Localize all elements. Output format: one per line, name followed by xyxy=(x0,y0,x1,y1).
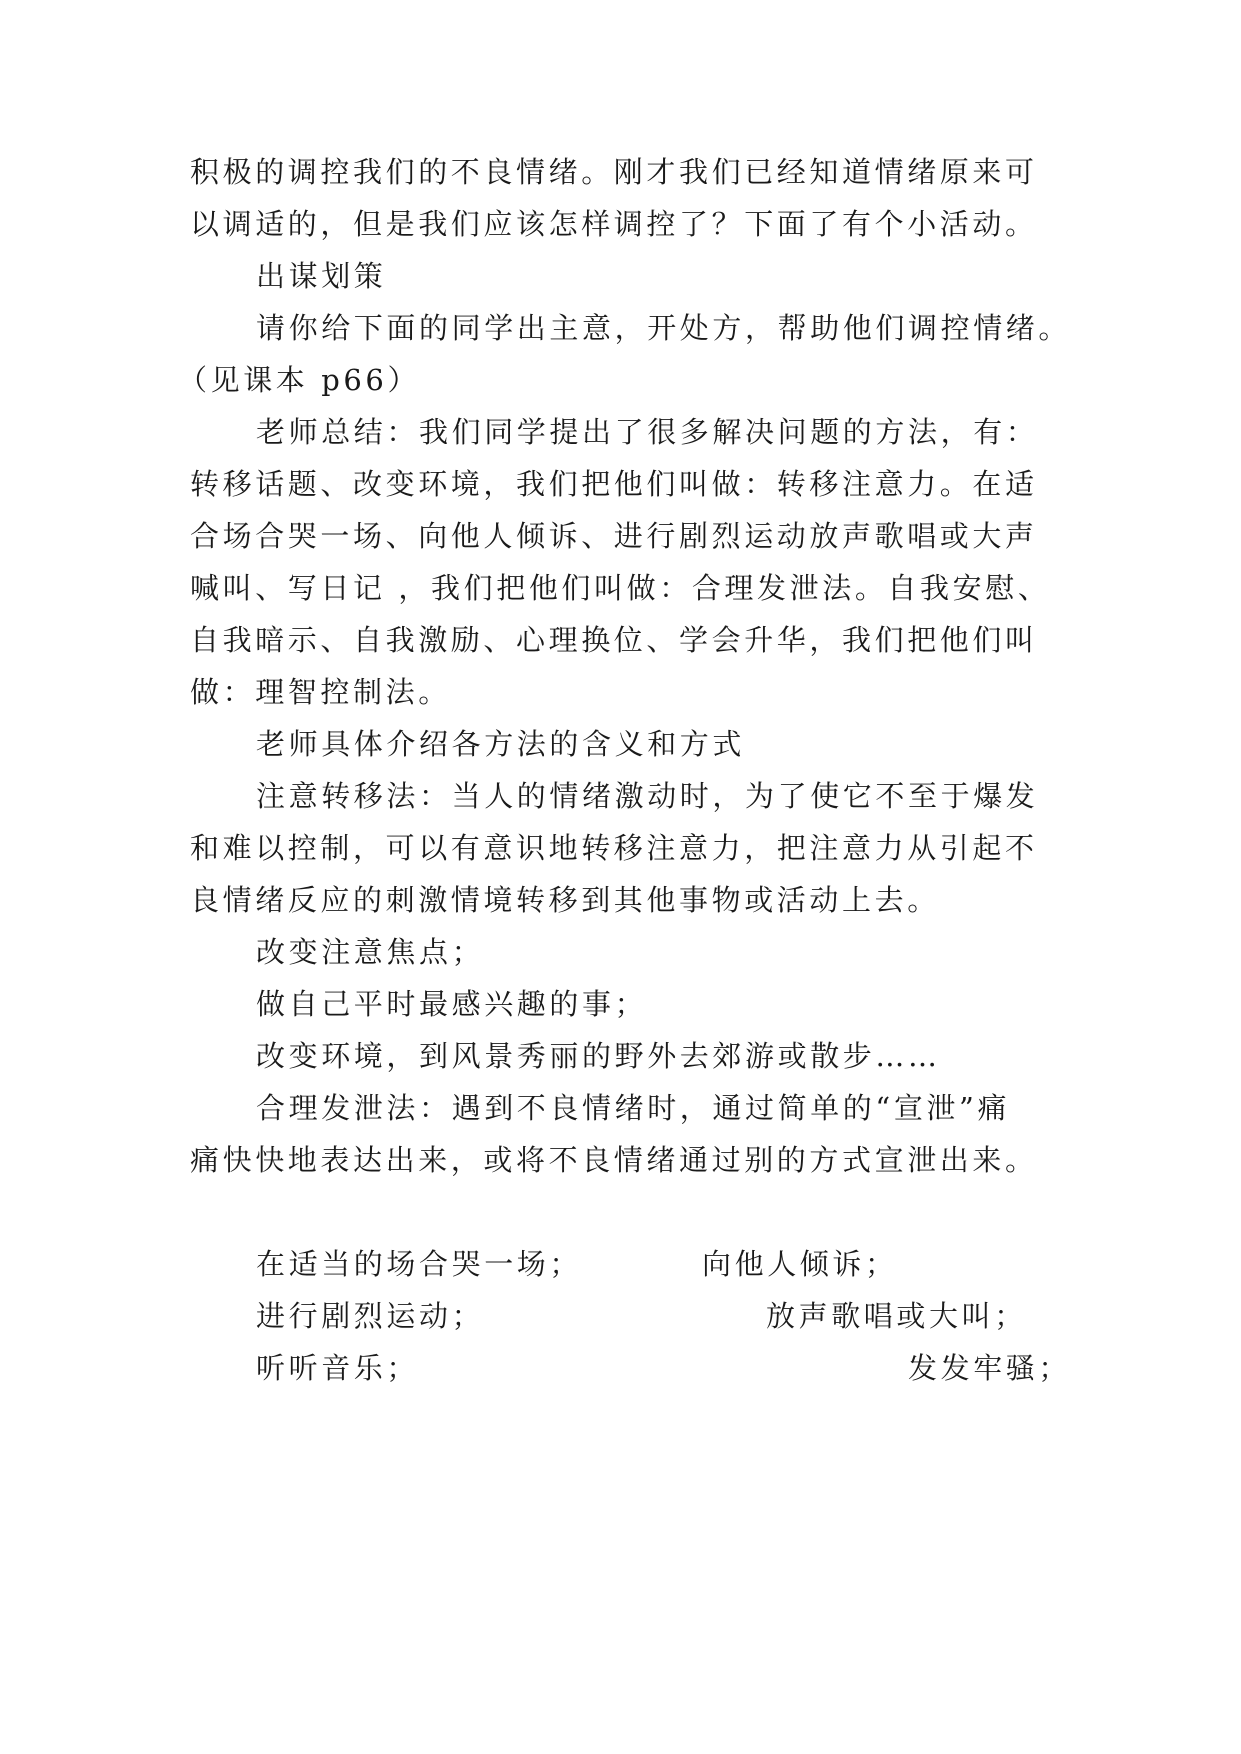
pair-2-right: 放声歌唱或大叫； xyxy=(766,1299,1027,1333)
text-line-15: 良情绪反应的刺激情境转移到其他事物或活动上去。 xyxy=(190,883,940,917)
text-line-8: 合场合哭一场、向他人倾诉、进行剧烈运动放声歌唱或大声 xyxy=(190,519,1038,553)
pair-3-left: 听听音乐； xyxy=(256,1351,420,1385)
text-line-5: （见课本 p66） xyxy=(178,363,421,397)
text-line-2: 以调适的，但是我们应该怎样调控了？下面了有个小活动。 xyxy=(190,207,1038,241)
text-line-1: 积极的调控我们的不良情绪。刚才我们已经知道情绪原来可 xyxy=(190,155,1038,189)
text-line-20: 痛快快地表达出来，或将不良情绪通过别的方式宣泄出来。 xyxy=(190,1143,1038,1177)
section-heading: 出谋划策 xyxy=(256,259,387,293)
pair-2-left: 进行剧烈运动； xyxy=(256,1299,485,1333)
text-line-16: 改变注意焦点； xyxy=(256,935,485,969)
text-line-4: 请你给下面的同学出主意，开处方，帮助他们调控情绪。 xyxy=(256,311,1072,345)
pair-3-right: 发发牢骚； xyxy=(908,1351,1072,1385)
text-line-7: 转移话题、改变环境，我们把他们叫做：转移注意力。在适 xyxy=(190,467,1038,501)
text-line-6: 老师总结：我们同学提出了很多解决问题的方法，有： xyxy=(256,415,1039,449)
text-line-12: 老师具体介绍各方法的含义和方式 xyxy=(256,727,746,761)
text-line-13: 注意转移法：当人的情绪激动时，为了使它不至于爆发 xyxy=(256,779,1039,813)
text-line-17: 做自己平时最感兴趣的事； xyxy=(256,987,648,1021)
text-line-14: 和难以控制，可以有意识地转移注意力，把注意力从引起不 xyxy=(190,831,1038,865)
pair-1-left: 在适当的场合哭一场； xyxy=(256,1247,583,1281)
text-line-19: 合理发泄法：遇到不良情绪时，通过简单的“宣泄”痛 xyxy=(256,1091,1011,1125)
text-line-10: 自我暗示、自我激励、心理换位、学会升华，我们把他们叫 xyxy=(190,623,1038,657)
text-line-18: 改变环境，到风景秀丽的野外去郊游或散步…… xyxy=(256,1039,941,1073)
text-line-9: 喊叫、写日记 ，我们把他们叫做：合理发泄法。自我安慰、 xyxy=(190,571,1051,605)
pair-1-right: 向他人倾诉； xyxy=(702,1247,898,1281)
text-line-11: 做：理智控制法。 xyxy=(190,675,451,709)
